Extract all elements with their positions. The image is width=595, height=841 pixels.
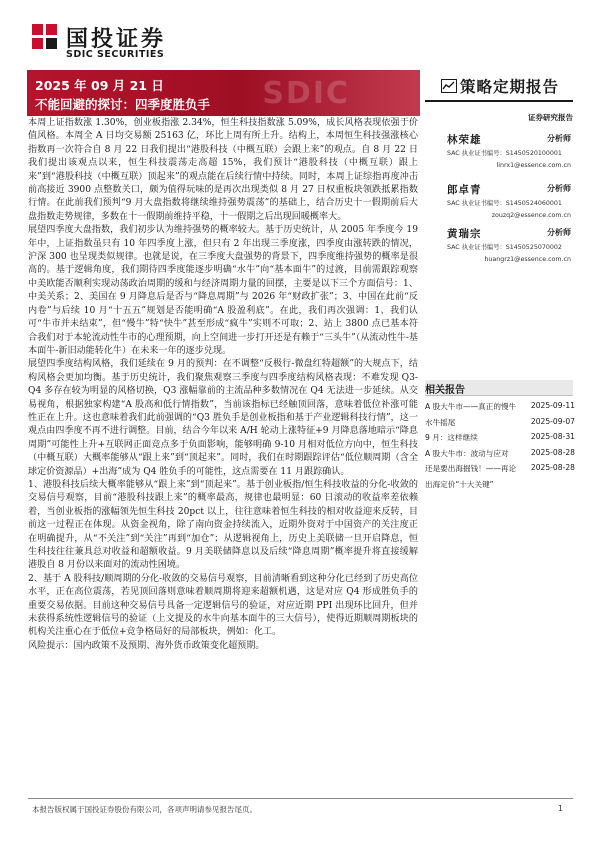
- company-logo: [32, 22, 212, 62]
- analyst-email[interactable]: linrx1@essence.com.cn: [496, 162, 571, 169]
- related-report-date: 2025-08-28: [530, 463, 575, 473]
- body-paragraph: 展望四季度大盘指数，我们初步认为维持强势的概率较大。基于历史统计，从 2005 年季度今 19 年中，上证指数虽只有 10 年四季度上涨，但只有 2 年出现三季度涨，四季度由涨转跌的情况，沪深 300 也呈现类似规律。也就是说，在三季度大盘强势的背景下，四季度维持强势的概率是很高的。基于逻辑角度，我们期待四季度能逐步明确“水牛”向“基本面牛”的过渡，目前需跟踪观察中美欧能否顺利实现动荡政治周期的缓和与经济周期力量的回摆，主要是以下三个方面信号：1、中美关系；2、美国在 9 月降息后是否与“降息周期”与 2026 年“财政扩张”；3、中国在此前“反内卷”与后续 10 月“十五五”规划是否能明确“A 股盈利底”。在此，我们再次强调：1、我们认可“牛市并未结束”，但“慢牛”特“快牛”甚至形成“疯牛”实则不可取；2、站上 3800 点已基本符合我们对于本轮流动性牛市的心理预期，向上空间进一步打开还是有赖于“三头牛”（从流动性牛-基本面牛-新旧动能转化牛）在未来一年的逐步兑现。: [28, 225, 418, 356]
- report-type: [441, 75, 571, 99]
- related-report-date: 2025-08-28: [530, 447, 575, 457]
- related-report-title[interactable]: A 股大牛市——真正的慢牛: [425, 402, 517, 411]
- analyst-name: 林荣雄: [447, 134, 482, 146]
- body-paragraph: 1、港股科技后续大概率能够从“跟上来”到“顶起来”。基于创业板指/恒生科技收益的分化-收敛的交易信号观察，目前“港股科技跟上来”的概率最高，规律也最明显：60 日滚动的收益率差依赖着，当创业板指的涨幅领先恒生科技 20pct 以上，往往意味着恒生科技的相对收益迎来反转，目前这一过程正在体现。从资金视角，除了南向资金持续流入，近期外资对于中国资产的关注度正在明确提升，从“不关注”到“关注”再到“加仓”；从逻辑视角上，历史上美联储一旦开启降息，恒生科技往往兼具总对收益和超额收益。9 月美联储降息以及后续“降息周期”概率提升将直接缓解港股自 8 月份以来面对的流动性困境。: [28, 479, 418, 571]
- chart-icon: [441, 79, 457, 93]
- related-report-item[interactable]: [425, 478, 575, 494]
- body-paragraph: 2、基于 A 股科技/顺周期的分化-收敛的交易信号观察，目前清晰看到这种分化已经到了历史高位水平，正在高位震荡，若见顶回落则意味着顺周期将迎来超额机遇，这是对应 Q4 形成胜负手的重要交易依据。目前这种交易信号具备一定逻辑信号的验证，对应近期 PPI 出现环比回升，但并未获得系统性逻辑信号的验证（上文提及的水牛向基本面牛的三大信号），使得近期顺周期板块的机构关注重心在于低位+竞争格局好的局部板块，例如：化工。: [28, 573, 418, 638]
- report-type-label: 策略定期报告: [460, 78, 560, 96]
- analyst-name: 郎卓青: [447, 184, 482, 196]
- report-title: 不能回避的探讨：四季度胜负手: [35, 97, 211, 112]
- related-report-date: 2025-09-11: [530, 401, 575, 410]
- body-paragraph: 本周上证指数涨 1.30%，创业板指涨 2.34%，恒生科技指数涨 5.09%，成长风格表现依强于价值风格。本周全 A 日均交易额 25163 亿，环比上周有所上升。结构上，本周恒生科技强涨核心指数再一次符合自 8 月 22 日我们提出“港股科技（中概互联）会跟上来”的观点。自 8 月 22 日我们提出该观点以来，恒生科技震荡走高超 15%，我们预计“港股科技（中概互联）跟上来”到“港股科技（中概互联）顶起来”的观点能在后续行情中持续。同时，本周上证综指再度冲击前高接近 3900 点整数关口，颇为值得玩味的是再次出现类似 8 月 27 日权重板块领跌抵累指数行情。在此前我们预判“9 月大盘指数将继续维持强势震荡”的基础上，结合历史十一假期前后大盘指数走势规律，多数在十一假期前维持平稳，十一假期之后出现回暖概率大。: [28, 118, 418, 222]
- analyst-sac-number: SAC 执业证书编号：S1450525070002: [447, 244, 562, 251]
- related-report-title[interactable]: 水牛摇尾: [425, 417, 456, 427]
- report-date: 2025 年 09 月 21 日: [35, 78, 164, 93]
- page-number: 1: [557, 804, 563, 813]
- title-banner: [27, 70, 420, 116]
- analyst-email[interactable]: huangrz1@essence.com.cn: [484, 256, 571, 263]
- research-label: 证券研究报告: [528, 113, 573, 122]
- report-body: [28, 117, 418, 653]
- logo-english-name: SDIC SECURITIES: [66, 49, 165, 60]
- footer-divider: [28, 798, 573, 799]
- analyst-role: 分析师: [547, 184, 571, 193]
- analyst-sac-number: SAC 执业证书编号：S1450524060001: [447, 200, 562, 207]
- risk-warning: 风险提示：国内政策不及预期、海外货币政策变化超预期。: [28, 640, 265, 651]
- related-report-item[interactable]: [425, 431, 575, 447]
- related-report-date: 2025-08-31: [530, 432, 575, 442]
- related-report-date: 2025-09-07: [530, 416, 575, 426]
- related-report-title[interactable]: 出海定价“十大关键”: [425, 479, 494, 489]
- related-report-title[interactable]: A 股大牛市：波动与应对: [425, 448, 509, 458]
- related-reports-list: [425, 400, 575, 494]
- related-report-item[interactable]: [425, 416, 575, 432]
- related-report-item[interactable]: [425, 462, 575, 478]
- analyst-card: [425, 226, 573, 286]
- related-reports-title: 相关报告: [425, 385, 465, 396]
- analyst-email[interactable]: zouzq2@essence.com.cn: [491, 212, 571, 219]
- related-report-title[interactable]: 还是要出海掘钱！——再论: [425, 464, 517, 474]
- related-report-item[interactable]: [425, 400, 575, 416]
- related-report-title[interactable]: 9 月：这样继续: [425, 433, 478, 443]
- analyst-sac-number: SAC 执业证书编号：S1450520100001: [447, 150, 562, 157]
- analyst-role: 分析师: [547, 134, 571, 143]
- body-paragraph: 展望四季度结构风格，我们延续在 9 月的预判：在不调整“反极行-微盘红特超额”的大规点下，结构风格会更加均衡。基于历史统计，我们聚焦观察三季度与四季度结构风格表现：不难发现 Q3-Q4 多存在较为明显的风格切换，Q3 涨幅靠前的主流品种多数情况在 Q4 无法进一步延续。从交易视角，根据独家构建“A 股高和低行情指数”，当前该指标已经触顶回落，意味着低位补涨可能性正在上升。这也意味着我们此前强调的“Q3 胜负手是创业板指和基于产业逻辑科技行情”，这一观点由四季度不再不进行调整。目前，结合今年以来 A/H 轮动上涨特征+9 月降息落地暗示“降息周期”可能性上升+互联网正面竞点多于负面影响，能够明确 9-10 月相对低位方向中，恒生科技（中概互联）大概率能够从“跟上来”到“顶起来”。同时，我们在时期跟踪评估“低位顺周期（含全球定价资源品）+出海”成为 Q4 胜负手的可能性，这点需要在 11 月跟踪确认。: [28, 359, 418, 477]
- banner-watermark: SDIC: [262, 76, 350, 111]
- logo-chinese-name: 国投证券: [66, 27, 167, 52]
- report-type-divider: [425, 100, 573, 102]
- analyst-name: 黄瑞宗: [447, 228, 482, 240]
- logo-mark-icon: [32, 24, 58, 50]
- footer-disclaimer: 本报告版权属于国投证券股份有限公司，各项声明请参见报告尾页。: [32, 805, 257, 814]
- related-report-item[interactable]: [425, 447, 575, 463]
- related-reports-header: [425, 380, 573, 396]
- analyst-role: 分析师: [547, 228, 571, 237]
